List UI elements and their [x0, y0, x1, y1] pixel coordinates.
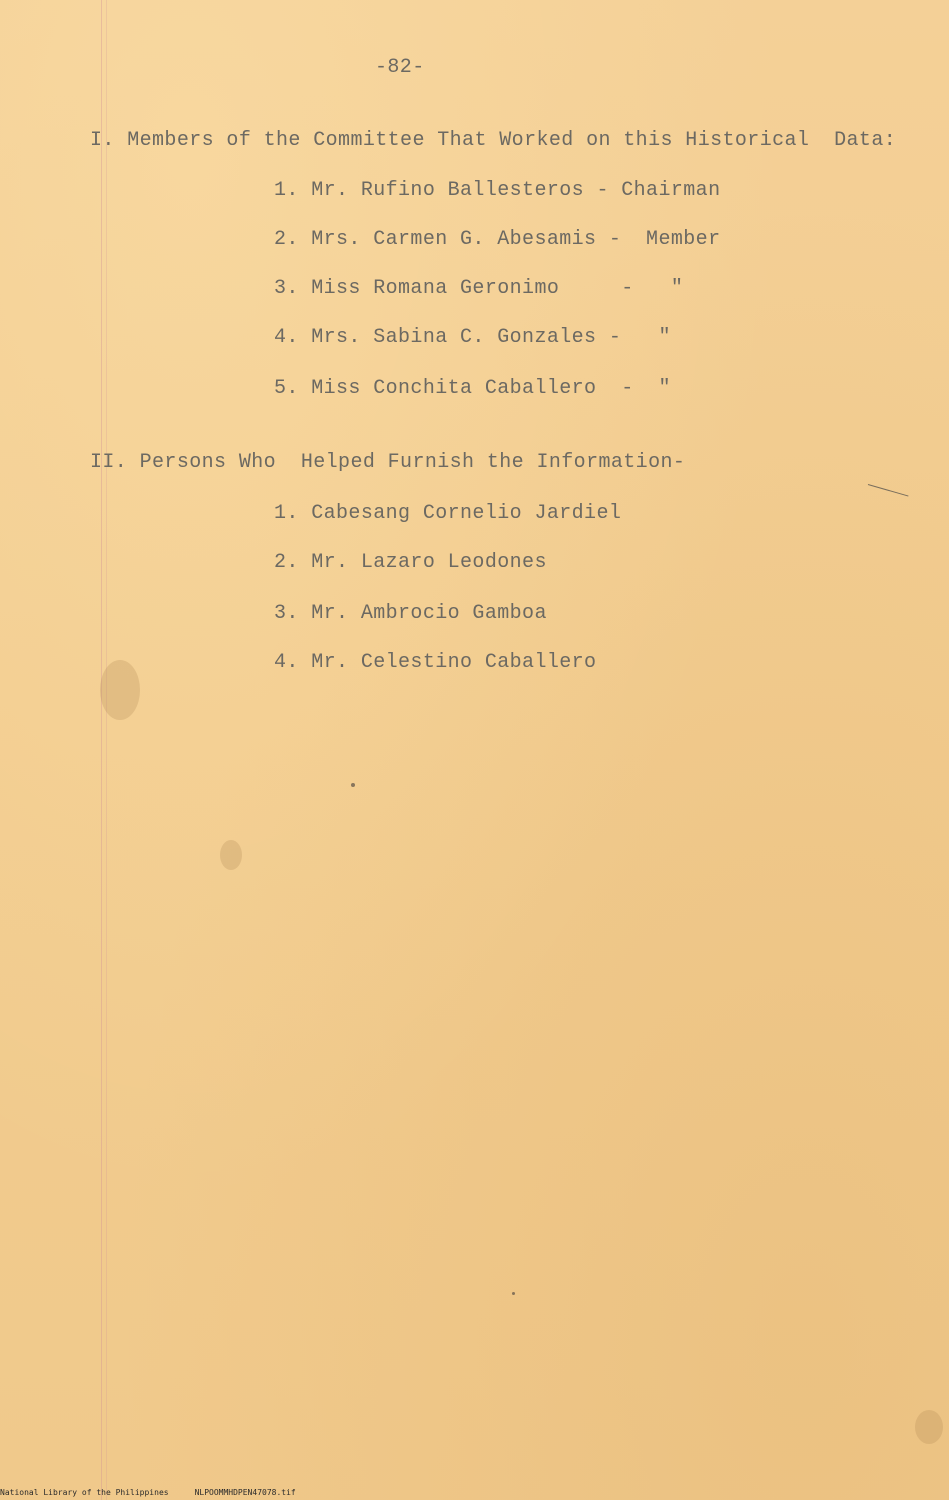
- committee-member-4: 4. Mrs. Sabina C. Gonzales - ": [274, 326, 671, 349]
- page-number: -82-: [375, 56, 425, 79]
- pen-mark: [868, 484, 909, 497]
- margin-rule-secondary: [106, 0, 107, 1500]
- informant-4: 4. Mr. Celestino Caballero: [274, 651, 597, 674]
- footer-filename: NLPOOMMHDPEN47078.tif: [194, 1488, 296, 1497]
- ink-dot: [351, 783, 355, 787]
- paper-smudge: [915, 1410, 943, 1444]
- committee-member-5: 5. Miss Conchita Caballero - ": [274, 377, 671, 400]
- section-heading-committee: I. Members of the Committee That Worked on this Historical Data:: [90, 129, 897, 152]
- committee-member-3: 3. Miss Romana Geronimo - ": [274, 277, 684, 300]
- ink-dot: [512, 1292, 515, 1295]
- margin-rule: [101, 0, 102, 1500]
- footer-library: National Library of the Philippines: [0, 1488, 169, 1497]
- paper-smudge: [100, 660, 140, 720]
- section-heading-informants: II. Persons Who Helped Furnish the Information-: [90, 451, 686, 474]
- informant-3: 3. Mr. Ambrocio Gamboa: [274, 602, 547, 625]
- informant-1: 1. Cabesang Cornelio Jardiel: [274, 502, 622, 525]
- scan-footer: [0, 1488, 322, 1498]
- committee-member-2: 2. Mrs. Carmen G. Abesamis - Member: [274, 228, 721, 251]
- paper-smudge: [220, 840, 242, 870]
- informant-2: 2. Mr. Lazaro Leodones: [274, 551, 547, 574]
- committee-member-1: 1. Mr. Rufino Ballesteros - Chairman: [274, 179, 721, 202]
